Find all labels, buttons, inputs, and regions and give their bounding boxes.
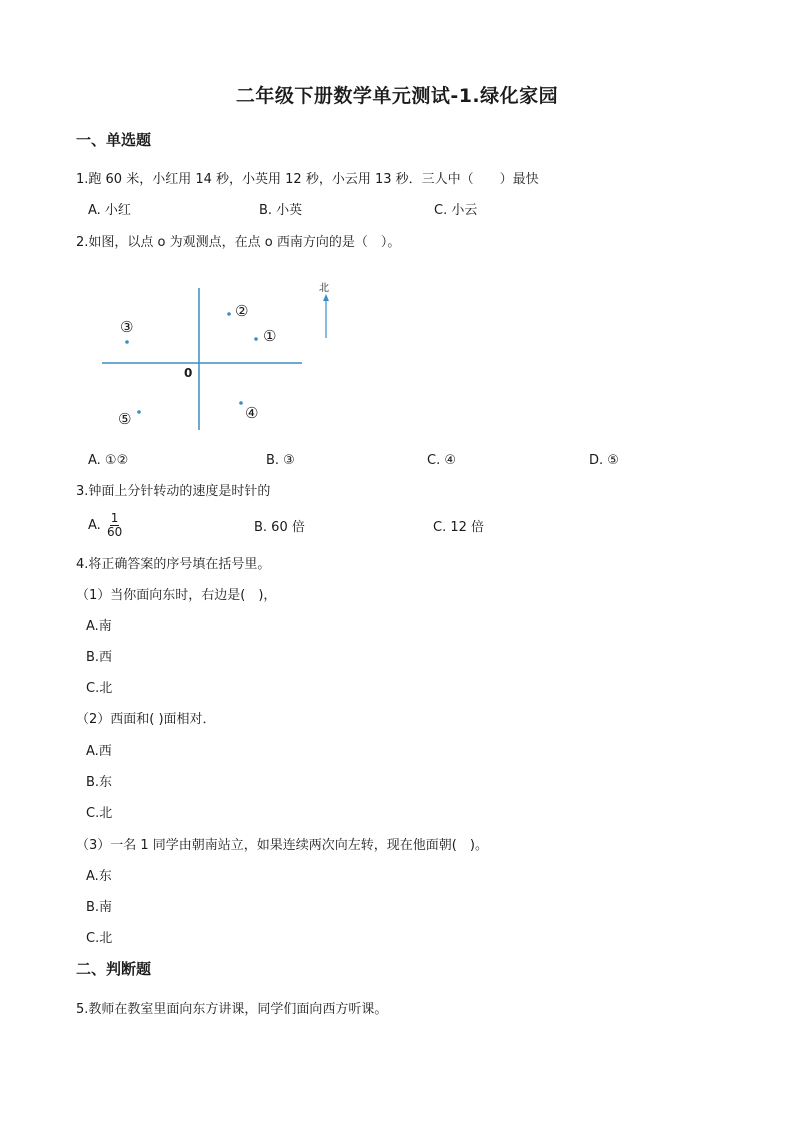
section-heading-true-false: 二、判断题 [76, 960, 152, 978]
question-2-option-c: C. ④ [427, 453, 456, 468]
question-3-option-b: B. 60 倍 [254, 520, 305, 535]
question-4-sub3-option-b: B.南 [86, 900, 113, 915]
point-2-label: ② [235, 302, 249, 320]
point-1-label: ① [263, 327, 277, 345]
origin-label: 0 [184, 366, 193, 380]
question-4-sub3-option-a: A.东 [86, 869, 112, 884]
point-3-label: ③ [120, 318, 134, 336]
question-1-option-b: B. 小英 [259, 203, 303, 218]
question-4-sub3-text: （3）一名 1 同学由朝南站立，如果连续两次向左转，现在他面朝( )。 [76, 838, 488, 853]
question-1-option-a: A. 小红 [88, 203, 131, 218]
question-4-sub1-option-b: B.西 [86, 650, 113, 665]
point-5-label: ⑤ [118, 410, 132, 428]
question-4-sub1-text: （1）当你面向东时，右边是( )， [76, 588, 277, 603]
fraction-denominator: 60 [106, 525, 123, 540]
question-4-sub2-option-b: B.东 [86, 775, 113, 790]
page-title: 二年级下册数学单元测试-1.绿化家园 [235, 85, 559, 107]
question-4-sub2-option-a: A.西 [86, 744, 112, 759]
question-4-sub3-option-c: C.北 [86, 931, 113, 946]
question-1-text: 1.跑 60 米，小红用 14 秒，小英用 12 秒，小云用 13 秒．三人中（ ）最快 [76, 172, 539, 187]
point-2-dot [227, 312, 231, 316]
question-5-text: 5.教师在教室里面向东方讲课，同学们面向西方听课。 [76, 1002, 388, 1017]
question-2-option-b: B. ③ [266, 453, 295, 468]
fraction [107, 512, 122, 539]
north-arrowhead-icon [323, 294, 329, 301]
point-1-dot [254, 337, 258, 341]
question-4-sub1-option-c: C.北 [86, 681, 113, 696]
question-3-option-c: C. 12 倍 [433, 520, 485, 535]
point-3-dot [125, 340, 129, 344]
question-3-option-a-prefix: A. [88, 518, 101, 534]
point-4-dot [239, 401, 243, 405]
section-heading-single-choice: 一、单选题 [76, 131, 152, 149]
question-4-sub2-option-c: C.北 [86, 806, 113, 821]
question-2-option-a: A. ①② [88, 453, 129, 468]
direction-figure [96, 276, 346, 436]
north-label: 北 [319, 283, 329, 294]
question-3-option-a [88, 512, 122, 539]
question-2-option-d: D. ⑤ [589, 453, 619, 468]
point-4-label: ④ [245, 404, 259, 422]
question-4-text: 4.将正确答案的序号填在括号里。 [76, 557, 271, 572]
fraction-numerator: 1 [110, 511, 119, 525]
point-5-dot [137, 410, 141, 414]
question-3-text: 3.钟面上分针转动的速度是时针的 [76, 484, 271, 499]
question-4-sub2-text: （2）西面和( )面相对． [76, 712, 216, 727]
question-4-sub1-option-a: A.南 [86, 619, 112, 634]
question-2-text: 2.如图，以点 o 为观测点，在点 o 西南方向的是（ ）。 [76, 235, 401, 250]
question-1-option-c: C. 小云 [434, 203, 478, 218]
